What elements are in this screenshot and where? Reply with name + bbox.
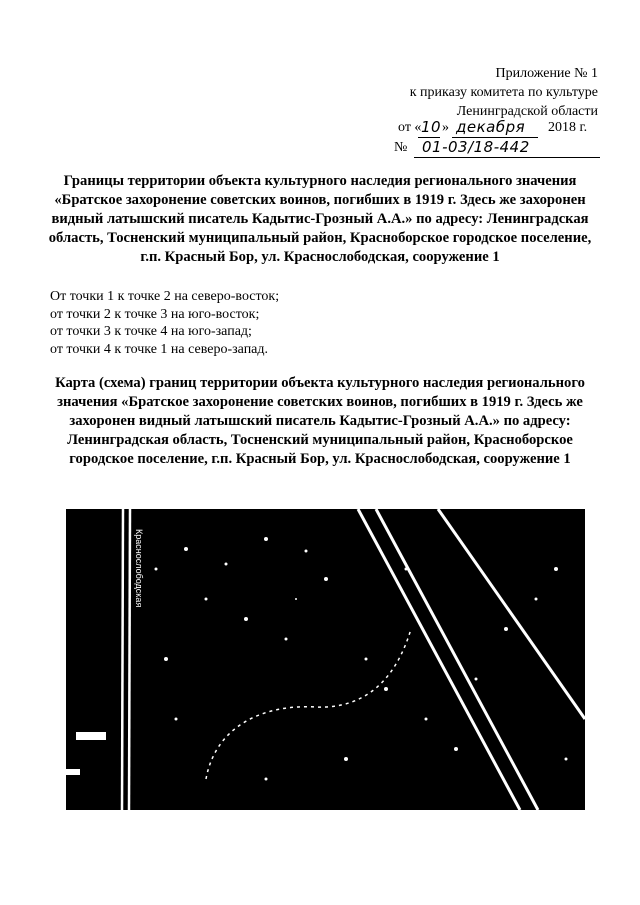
map-block — [76, 732, 106, 740]
appendix-date — [388, 120, 600, 140]
map-drawing — [66, 509, 585, 810]
appendix-number — [388, 140, 600, 160]
boundary-step: от точки 4 к точке 1 на северо-запад. — [50, 341, 269, 357]
street-label: Краснослободская — [134, 529, 144, 608]
number-underline — [414, 157, 600, 158]
map-block — [66, 769, 80, 775]
number-value: 01-03/18-442 — [422, 138, 530, 156]
number-prefix: № — [394, 140, 408, 155]
boundary-step: от точки 3 к точке 4 на юго-запад; — [50, 324, 252, 340]
date-day: 10 — [421, 118, 442, 136]
date-month: декабря — [456, 118, 526, 136]
date-year: 2018 г. — [548, 120, 588, 135]
boundary-step: От точки 1 к точке 2 на северо-восток; — [50, 289, 280, 304]
appendix-order-ref: к приказу комитета по культуре — [409, 85, 598, 100]
boundary-map — [66, 509, 585, 810]
date-prefix: от « — [398, 120, 422, 135]
appendix-header — [358, 64, 598, 121]
document-title: Границы территории объекта культурного наследия регионального значения «Братское захоронение советских воинов, погибших в 1919 г. Здесь же захоронен видный латышский писатель Кадытис-Грозный А.А.» по адресу: Ленинградская область, Тосненский муниципальный район, Красноборское городское поселение, г.п. Красный Бор, ул. Краснослободская, сооружение 1 — [48, 173, 592, 265]
date-mid: » — [442, 120, 449, 135]
street-line-left — [122, 509, 123, 810]
boundary-description — [50, 288, 279, 358]
street-line-right — [129, 509, 130, 810]
appendix-region: Ленинградской области — [456, 104, 598, 119]
boundary-step: от точки 2 к точке 3 на юго-восток; — [50, 306, 260, 322]
appendix-title: Приложение № 1 — [495, 66, 598, 81]
map-title: Карта (схема) границ территории объекта культурного наследия регионального значения «Братское захоронение советских воинов, погибших в 1919 г. Здесь же захоронен видный латышский писатель Кадытис-Грозный А.А.» по адресу: Ленинградская область, Тосненский муниципальный район, Красноборское городское поселение, г.п. Красный Бор, ул. Краснослободская, сооружение 1 — [55, 375, 585, 467]
